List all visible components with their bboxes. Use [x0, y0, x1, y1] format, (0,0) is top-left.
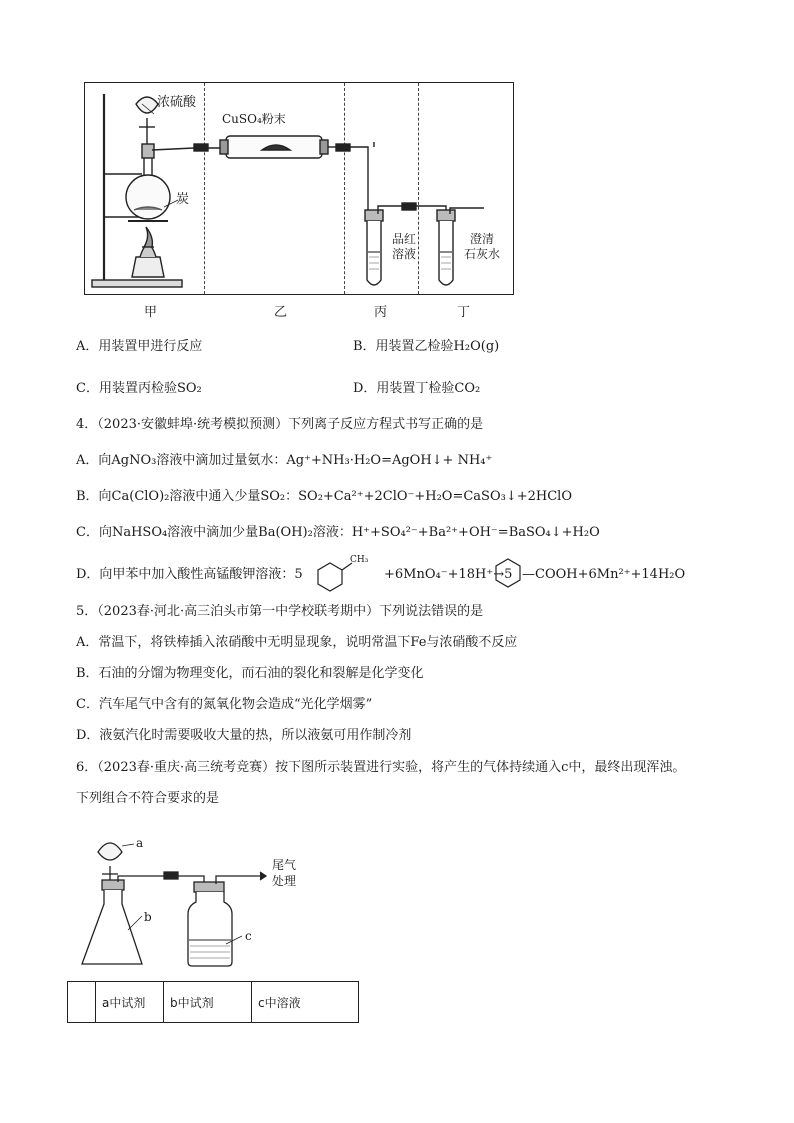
q4-option-c: C．向NaHSO₄溶液中滴加少量Ba(OH)₂溶液：H⁺+SO₄²⁻+Ba²⁺+OH⁻=BaSO₄↓+H₂O [76, 525, 600, 540]
q4-stem: 4．（2023·安徽蚌埠·统考模拟预测）下列离子反应方程式书写正确的是 [76, 417, 484, 432]
tail-gas-label-1: 尾气 [272, 858, 297, 872]
section-label-ding: 丁 [457, 305, 471, 320]
q3-option-d: D．用装置丁检验CO₂ [353, 381, 481, 396]
label-pinhong-2: 溶液 [392, 247, 417, 261]
q5-option-b: B．石油的分馏为物理变化，而石油的裂化和裂解是化学变化 [76, 666, 424, 681]
table-row [68, 982, 359, 1023]
apparatus-drawing [84, 82, 514, 295]
label-limewater-2: 石灰水 [464, 247, 501, 261]
q3-option-a: A．用装置甲进行反应 [76, 339, 203, 354]
q5-stem: 5．（2023春·河北·高三泊头市第一中学校联考期中）下列说法错误的是 [76, 604, 484, 619]
label-a: a [136, 836, 144, 850]
table-header-c-solution: c中溶液 [252, 982, 359, 1023]
q5-option-c: C．汽车尾气中含有的氮氧化物会造成“光化学烟雾” [76, 697, 373, 712]
label-conc-sulfuric-acid: 浓硫酸 [157, 95, 197, 110]
q4-option-b: B．向Ca(ClO)₂溶液中通入少量SO₂：SO₂+Ca²⁺+2ClO⁻+H₂O=CaSO₃↓+2HClO [76, 489, 572, 504]
label-cuso4-powder: CuSO₄粉末 [222, 112, 286, 126]
label-carbon: 炭 [176, 192, 190, 207]
table-header-a-reagent: a中试剂 [96, 982, 164, 1023]
table-header-empty [68, 982, 96, 1023]
section-label-bing: 丙 [374, 305, 388, 320]
label-limewater-1: 澄清 [470, 232, 495, 246]
apparatus-figure-2 [76, 832, 316, 972]
tail-gas-label-2: 处理 [272, 874, 297, 888]
toluene-ch3-label: CH₃ [350, 555, 369, 565]
q4-option-a: A．向AgNO₃溶液中滴加过量氨水：Ag⁺+NH₃·H₂O=AgOH↓+ NH₄⁺ [76, 453, 493, 468]
section-label-yi: 乙 [274, 305, 288, 320]
label-pinhong-1: 品红 [392, 232, 417, 246]
label-c: c [245, 929, 252, 943]
q4-option-d-suffix: —COOH+6Mn²⁺+14H₂O [522, 567, 686, 582]
q6-stem-line-1: 6．（2023春·重庆·高三统考竞赛）按下图所示装置进行实验，将产生的气体持续通入c中，最终出现浑浊。 [76, 760, 686, 775]
q3-option-c: C．用装置丙检验SO₂ [76, 381, 202, 396]
q4-option-d-mid: +6MnO₄⁻+18H⁺→5 [384, 567, 513, 582]
label-b: b [144, 910, 152, 924]
q5-option-a: A．常温下，将铁棒插入浓硝酸中无明显现象，说明常温下Fe与浓硝酸不反应 [76, 635, 518, 650]
section-label-jia: 甲 [144, 305, 158, 320]
q3-option-b: B．用装置乙检验H₂O(g) [353, 339, 500, 354]
table-header-b-reagent: b中试剂 [164, 982, 252, 1023]
q5-option-d: D．液氨汽化时需要吸收大量的热，所以液氨可用作制冷剂 [76, 728, 412, 743]
q6-stem-line-2: 下列组合不符合要求的是 [76, 791, 220, 806]
reagent-table [67, 981, 359, 1023]
q4-option-d-prefix: D．向甲苯中加入酸性高锰酸钾溶液：5 [76, 567, 303, 582]
